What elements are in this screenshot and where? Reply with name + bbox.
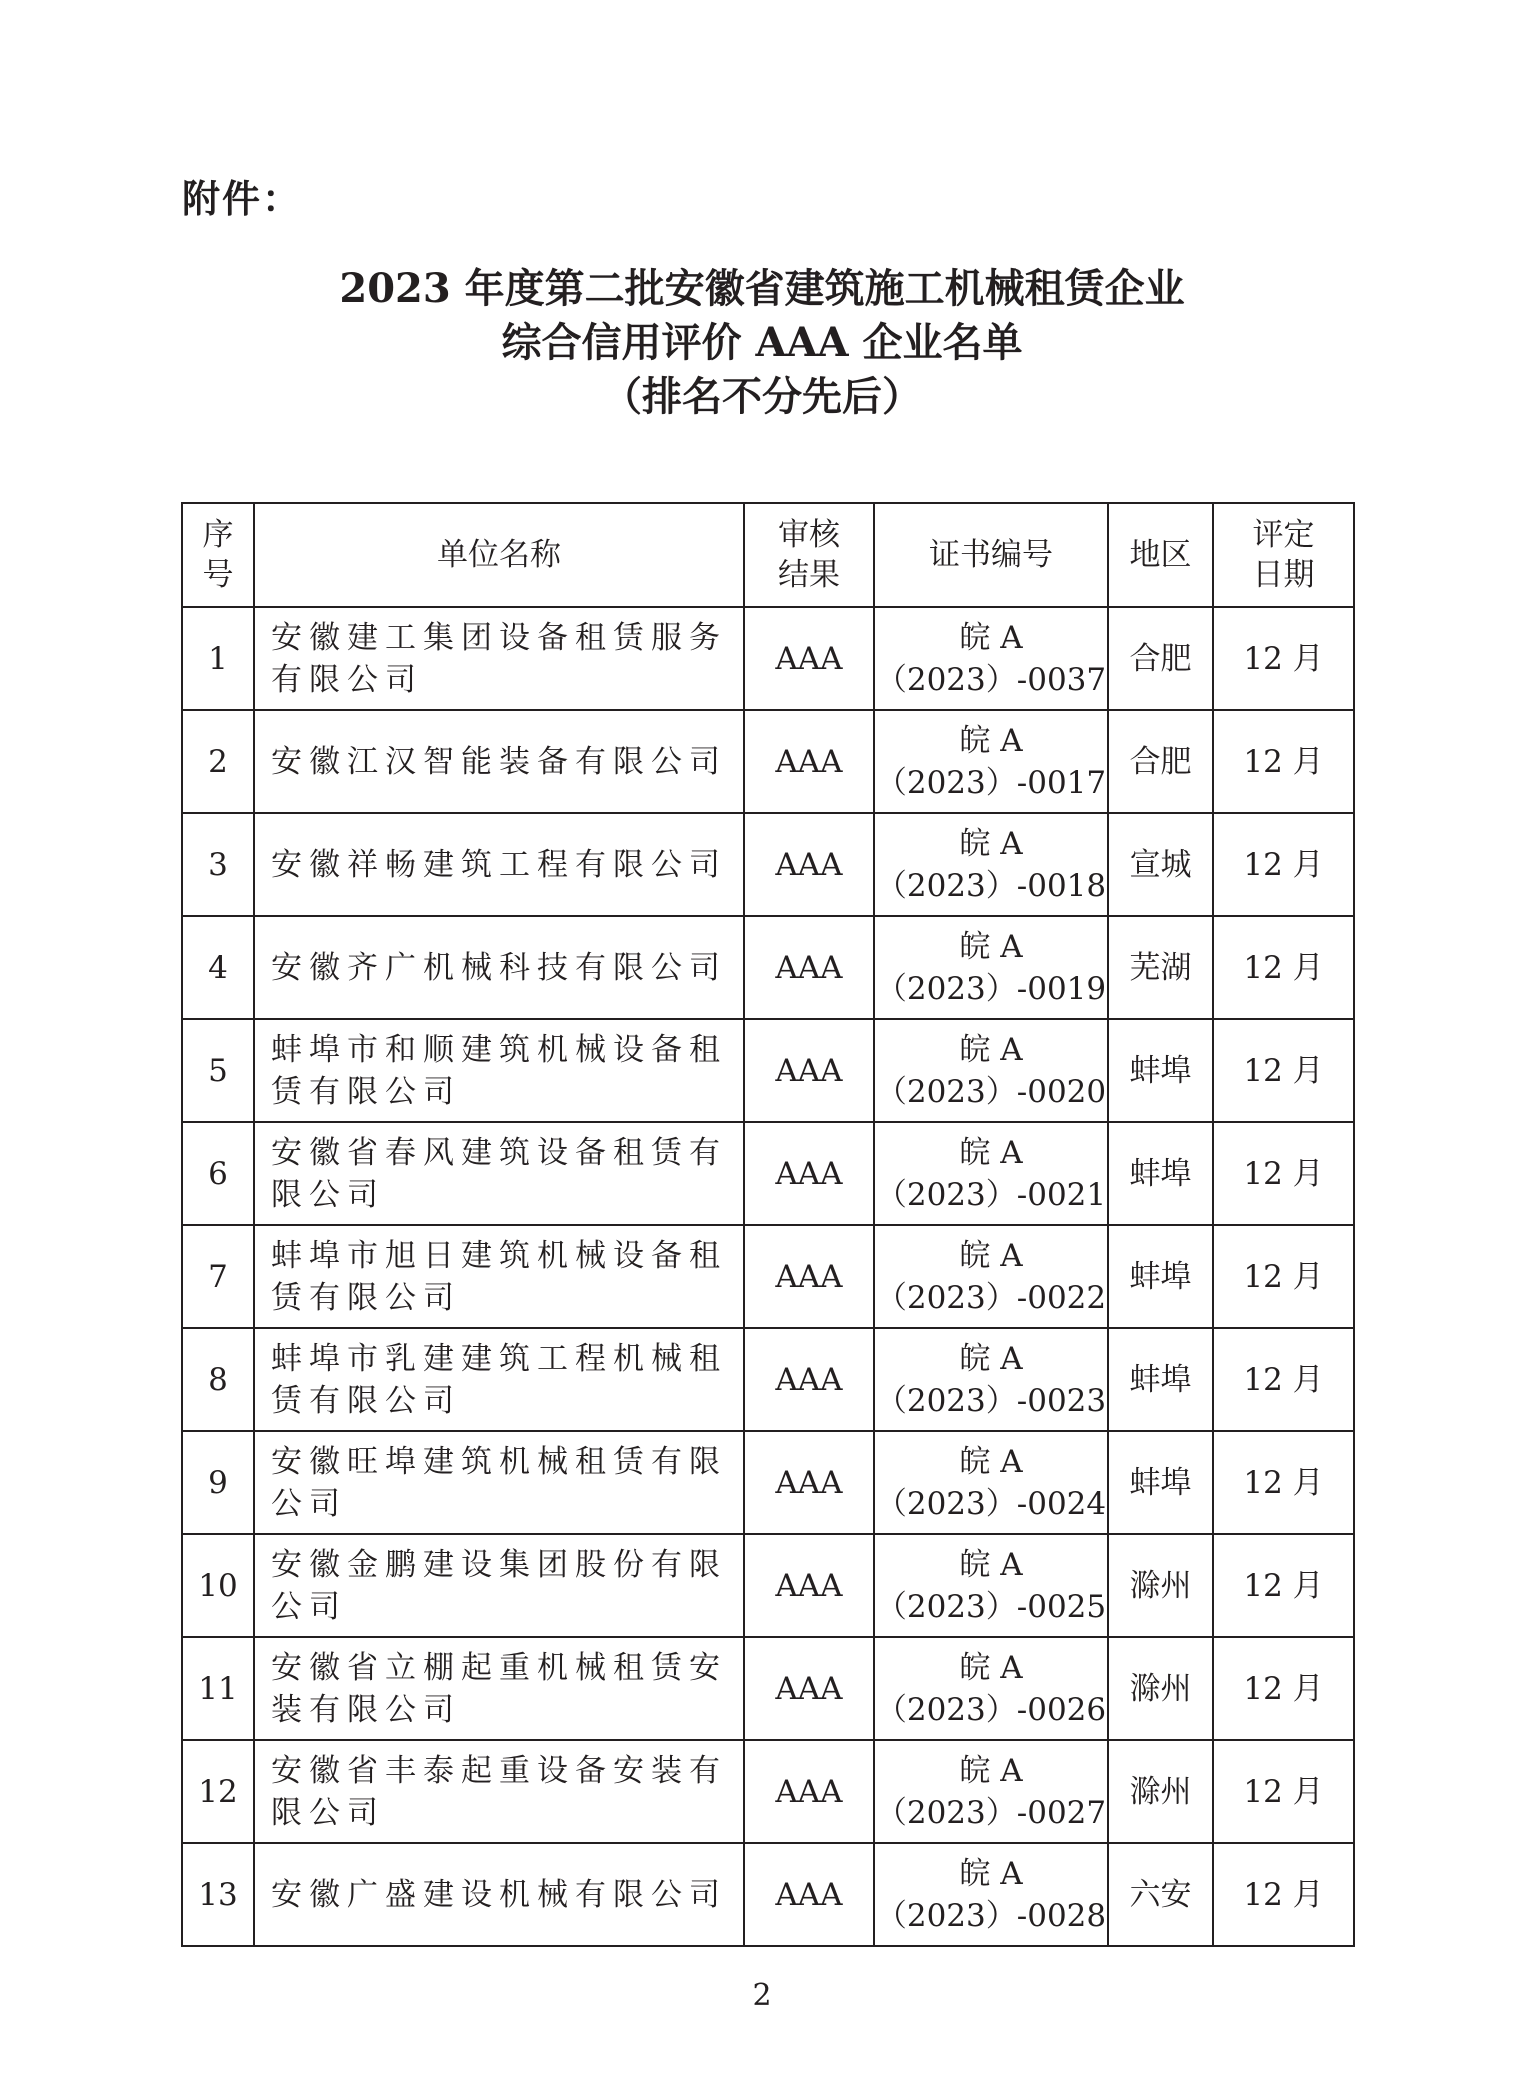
cert-prefix: 皖 A <box>959 1134 1023 1171</box>
row-cert <box>874 1328 1108 1431</box>
row-result: AAA <box>744 1122 874 1225</box>
row-company-name: 安徽省丰泰起重设备安装有限公司 <box>254 1740 744 1843</box>
cert-number: （2023）-0021 <box>875 1176 1107 1213</box>
row-company-name: 安徽省春风建筑设备租赁有限公司 <box>254 1122 744 1225</box>
row-cert <box>874 607 1108 710</box>
row-cert <box>874 1843 1108 1946</box>
row-seq: 11 <box>182 1637 254 1740</box>
table-row <box>182 1534 1354 1637</box>
enterprise-roster-table <box>181 502 1355 1947</box>
row-result: AAA <box>744 1637 874 1740</box>
row-cert <box>874 1534 1108 1637</box>
header-name: 单位名称 <box>254 503 744 607</box>
row-date: 12 月 <box>1213 1328 1354 1431</box>
row-region: 宣城 <box>1108 813 1213 916</box>
table-row <box>182 1431 1354 1534</box>
document-title <box>0 262 1524 424</box>
row-date: 12 月 <box>1213 1843 1354 1946</box>
row-result: AAA <box>744 1740 874 1843</box>
row-date: 12 月 <box>1213 1740 1354 1843</box>
row-result: AAA <box>744 607 874 710</box>
row-date: 12 月 <box>1213 607 1354 710</box>
table-row <box>182 813 1354 916</box>
row-result: AAA <box>744 916 874 1019</box>
cert-number: （2023）-0027 <box>875 1794 1107 1831</box>
cert-number: （2023）-0026 <box>875 1691 1107 1728</box>
row-region: 滁州 <box>1108 1740 1213 1843</box>
table-row <box>182 1225 1354 1328</box>
cert-number: （2023）-0024 <box>875 1485 1107 1522</box>
row-region: 蚌埠 <box>1108 1122 1213 1225</box>
cert-prefix: 皖 A <box>959 825 1023 862</box>
row-date: 12 月 <box>1213 1225 1354 1328</box>
cert-number: （2023）-0017 <box>875 764 1107 801</box>
title-line-1: 2023 年度第二批安徽省建筑施工机械租赁企业 <box>339 265 1185 312</box>
row-company-name: 安徽金鹏建设集团股份有限公司 <box>254 1534 744 1637</box>
row-result: AAA <box>744 710 874 813</box>
cert-number: （2023）-0019 <box>875 970 1107 1007</box>
row-cert <box>874 1431 1108 1534</box>
row-date: 12 月 <box>1213 1431 1354 1534</box>
row-seq: 3 <box>182 813 254 916</box>
row-date: 12 月 <box>1213 1019 1354 1122</box>
row-seq: 10 <box>182 1534 254 1637</box>
cert-prefix: 皖 A <box>959 619 1023 656</box>
row-seq: 5 <box>182 1019 254 1122</box>
row-seq: 2 <box>182 710 254 813</box>
row-date: 12 月 <box>1213 916 1354 1019</box>
row-region: 蚌埠 <box>1108 1019 1213 1122</box>
row-result: AAA <box>744 1328 874 1431</box>
row-company-name: 蚌埠市旭日建筑机械设备租赁有限公司 <box>254 1225 744 1328</box>
cert-prefix: 皖 A <box>959 1443 1023 1480</box>
table-body <box>182 607 1354 1946</box>
cert-number: （2023）-0023 <box>875 1382 1107 1419</box>
row-cert <box>874 1019 1108 1122</box>
table-row <box>182 916 1354 1019</box>
row-seq: 12 <box>182 1740 254 1843</box>
cert-number: （2023）-0037 <box>875 661 1107 698</box>
attachment-label: 附件： <box>182 177 303 221</box>
row-seq: 4 <box>182 916 254 1019</box>
row-region: 六安 <box>1108 1843 1213 1946</box>
row-company-name: 安徽江汉智能装备有限公司 <box>254 710 744 813</box>
cert-prefix: 皖 A <box>959 928 1023 965</box>
row-company-name: 安徽省立棚起重机械租赁安装有限公司 <box>254 1637 744 1740</box>
row-region: 蚌埠 <box>1108 1225 1213 1328</box>
row-cert <box>874 1637 1108 1740</box>
row-company-name: 安徽齐广机械科技有限公司 <box>254 916 744 1019</box>
header-seq: 序 号 <box>182 503 254 607</box>
page-number: 2 <box>752 1978 772 2013</box>
header-result: 审核 结果 <box>744 503 874 607</box>
row-seq: 9 <box>182 1431 254 1534</box>
cert-number: （2023）-0025 <box>875 1588 1107 1625</box>
table-row <box>182 1328 1354 1431</box>
row-region: 合肥 <box>1108 710 1213 813</box>
row-seq: 7 <box>182 1225 254 1328</box>
row-date: 12 月 <box>1213 813 1354 916</box>
table-header-row <box>182 503 1354 607</box>
cert-prefix: 皖 A <box>959 1237 1023 1274</box>
row-company-name: 蚌埠市乳建建筑工程机械租赁有限公司 <box>254 1328 744 1431</box>
row-company-name: 安徽广盛建设机械有限公司 <box>254 1843 744 1946</box>
row-result: AAA <box>744 1843 874 1946</box>
row-seq: 13 <box>182 1843 254 1946</box>
row-region: 合肥 <box>1108 607 1213 710</box>
row-company-name: 安徽建工集团设备租赁服务有限公司 <box>254 607 744 710</box>
row-cert <box>874 710 1108 813</box>
row-company-name: 安徽祥畅建筑工程有限公司 <box>254 813 744 916</box>
row-company-name: 蚌埠市和顺建筑机械设备租赁有限公司 <box>254 1019 744 1122</box>
title-line-2: 综合信用评价 AAA 企业名单 <box>501 319 1023 366</box>
row-cert <box>874 813 1108 916</box>
row-region: 滁州 <box>1108 1534 1213 1637</box>
row-seq: 1 <box>182 607 254 710</box>
row-result: AAA <box>744 1019 874 1122</box>
row-seq: 8 <box>182 1328 254 1431</box>
cert-number: （2023）-0018 <box>875 867 1107 904</box>
cert-prefix: 皖 A <box>959 1855 1023 1892</box>
header-cert: 证书编号 <box>874 503 1108 607</box>
row-region: 滁州 <box>1108 1637 1213 1740</box>
cert-number: （2023）-0028 <box>875 1897 1107 1934</box>
table-row <box>182 1122 1354 1225</box>
cert-prefix: 皖 A <box>959 1546 1023 1583</box>
row-seq: 6 <box>182 1122 254 1225</box>
cert-prefix: 皖 A <box>959 1031 1023 1068</box>
row-cert <box>874 916 1108 1019</box>
row-company-name: 安徽旺埠建筑机械租赁有限公司 <box>254 1431 744 1534</box>
cert-prefix: 皖 A <box>959 1340 1023 1377</box>
row-cert <box>874 1225 1108 1328</box>
cert-prefix: 皖 A <box>959 1649 1023 1686</box>
table-row <box>182 607 1354 710</box>
row-result: AAA <box>744 1431 874 1534</box>
row-date: 12 月 <box>1213 1637 1354 1740</box>
row-result: AAA <box>744 1225 874 1328</box>
header-region: 地区 <box>1108 503 1213 607</box>
table-row <box>182 1843 1354 1946</box>
title-line-3: （排名不分先后） <box>602 373 922 420</box>
row-cert <box>874 1740 1108 1843</box>
header-date: 评定 日期 <box>1213 503 1354 607</box>
row-result: AAA <box>744 1534 874 1637</box>
table-row <box>182 1019 1354 1122</box>
row-cert <box>874 1122 1108 1225</box>
cert-prefix: 皖 A <box>959 1752 1023 1789</box>
table-row <box>182 1740 1354 1843</box>
table-row <box>182 1637 1354 1740</box>
row-date: 12 月 <box>1213 1122 1354 1225</box>
row-region: 蚌埠 <box>1108 1431 1213 1534</box>
row-date: 12 月 <box>1213 1534 1354 1637</box>
cert-prefix: 皖 A <box>959 722 1023 759</box>
row-date: 12 月 <box>1213 710 1354 813</box>
row-result: AAA <box>744 813 874 916</box>
cert-number: （2023）-0020 <box>875 1073 1107 1110</box>
row-region: 芜湖 <box>1108 916 1213 1019</box>
table-row <box>182 710 1354 813</box>
row-region: 蚌埠 <box>1108 1328 1213 1431</box>
cert-number: （2023）-0022 <box>875 1279 1107 1316</box>
